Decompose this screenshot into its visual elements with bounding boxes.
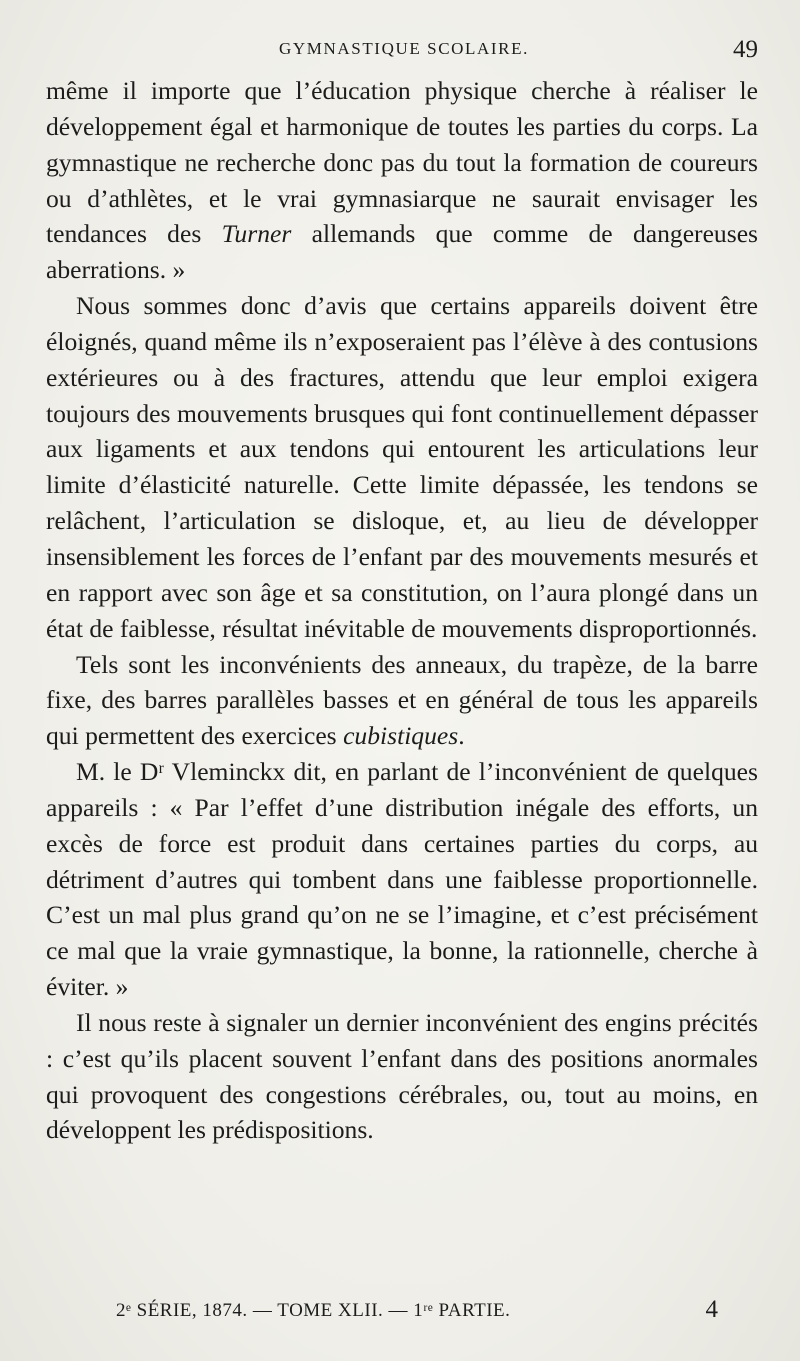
- body-text: [46, 73, 758, 1148]
- running-head: [48, 36, 760, 66]
- paragraph-2: Nous sommes donc d’avis que certains appareils doivent être éloignés, quand même ils n’exposeraient pas l’élève à des contusions extérieures ou à des fractures, attendu que leur emploi exigera toujours des mouvements brusques qui font continuellement dépasser aux ligaments et aux tendons qui entourent les articulations leur limite d’élasticité naturelle. Cette limite dépassée, les tendons se relâchent, l’articulation se disloque, et, au lieu de développer insensiblement les forces de l’enfant par des mouvements mesurés et en rapport avec son âge et sa constitution, on l’aura plongé dans un état de faiblesse, résultat inévitable de mouvements disproportionnés.: [46, 291, 758, 643]
- running-title: GYMNASTIQUE SCOLAIRE.: [279, 39, 529, 58]
- paragraph-1-tail: allemands que comme de dangereuses aberrations. »: [46, 219, 759, 285]
- signature-line: 2ᵉ SÉRIE, 1874. — TOME XLII. — 1ʳᵉ PARTIE.: [116, 1300, 511, 1321]
- paragraph-5: Il nous reste à signaler un dernier inconvénient des engins précités : c’est qu’ils placent souvent l’enfant dans des positions anormales qui provoquent des congestions cérébrales, ou, tout au moins, en développent les prédispositions.: [46, 1007, 758, 1145]
- paragraph-1-text: même il importe que l’éducation physique cherche à réaliser le développement égal et harmonique de toutes les parties du corps. La gymnastique ne recherche donc pas du tout la formation de coureurs ou d’athlètes, et le vrai gymnasiarque ne saurait envisager les tendances des: [46, 76, 758, 249]
- paragraph-1: [46, 73, 758, 288]
- page-number: 49: [733, 36, 758, 63]
- turner-italic: Turner: [221, 219, 292, 249]
- footer-signature: [48, 1296, 760, 1326]
- paragraph-3: [46, 647, 758, 755]
- signature-mark: 4: [705, 1296, 718, 1323]
- cubistiques-italic: cubistiques: [343, 721, 459, 751]
- paragraph-3-tail: .: [458, 721, 465, 751]
- paragraph-4: M. le Dʳ Vleminckx dit, en parlant de l’inconvénient de quelques appareils : « Par l’effet d’une distribution inégale des efforts, un excès de force est produit dans certaines parties du corps, au détriment d’autres qui tombent dans une faiblesse proportionnelle. C’est un mal plus grand qu’on ne se l’imagine, et c’est précisément ce mal que la vraie gymnastique, la bonne, la rationnelle, cherche à éviter. »: [46, 757, 758, 1002]
- paragraph-3-text: Tels sont les inconvénients des anneaux, du trapèze, de la barre fixe, des barres parallèles basses et en général de tous les appareils qui permettent des exercices: [46, 649, 758, 751]
